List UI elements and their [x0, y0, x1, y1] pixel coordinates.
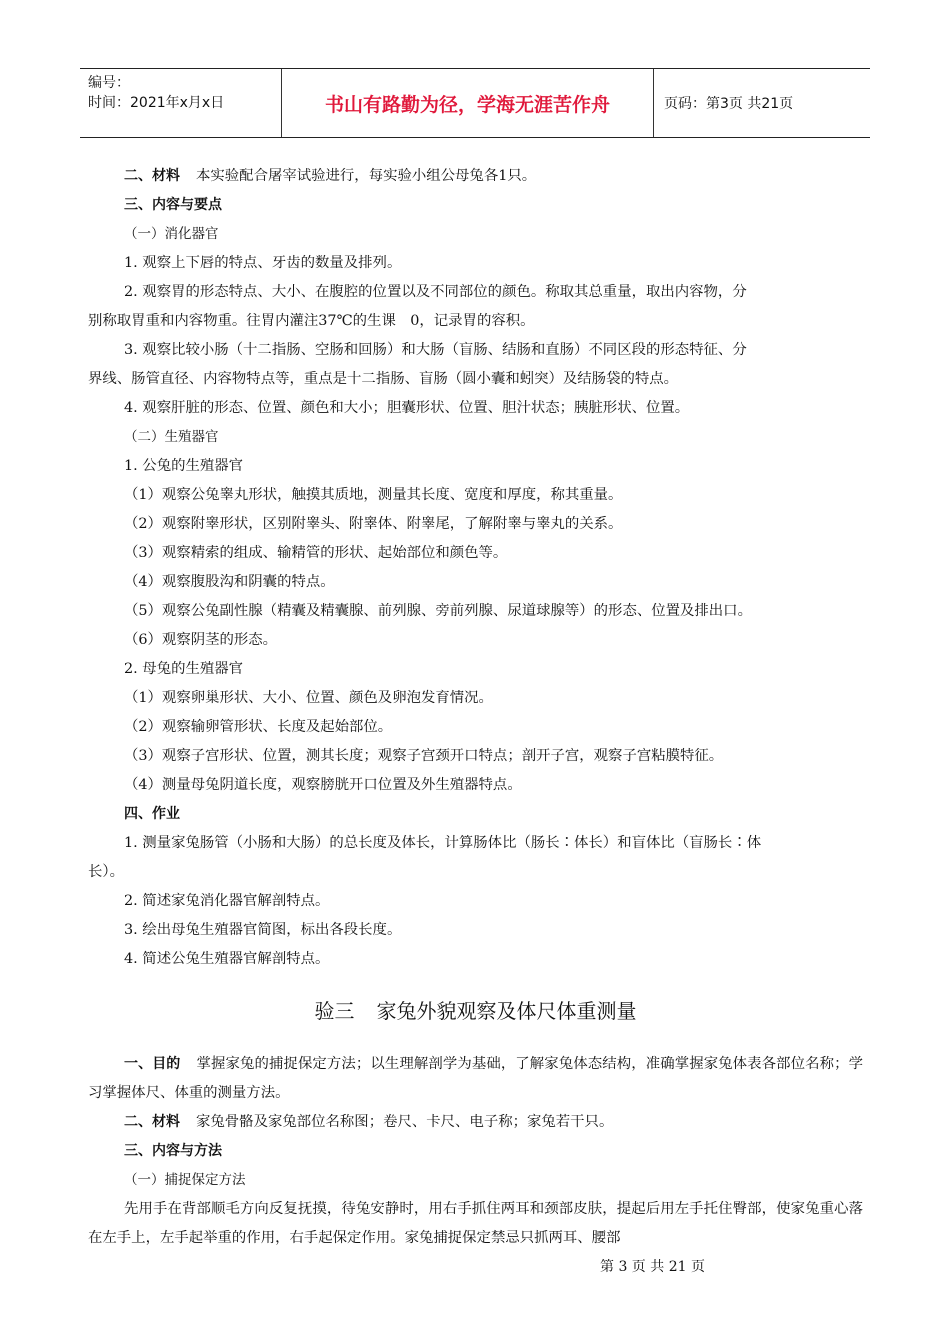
male-heading: 1. 公兔的生殖器官 [124, 458, 244, 474]
document-body [88, 162, 863, 1253]
header-motto: 书山有路勤为径，学海无涯苦作舟 [282, 69, 654, 137]
digestive-item-3-line-2: 界线、肠管直径、内容物特点等，重点是十二指肠、盲肠（圆小囊和蚓突）及结肠袋的特点。 [88, 371, 679, 387]
male-item-2: （2）观察附睾形状，区别附睾头、附睾体、附睾尾，了解附睾与睾丸的关系。 [124, 516, 623, 532]
digestive-item-2-line-1: 2. 观察胃的形态特点、大小、在腹腔的位置以及不同部位的颜色。称取其总重量，取出内容物，分 [124, 284, 747, 300]
content-heading: 三、内容与要点 [124, 197, 222, 213]
homework-item-4: 4. 简述公兔生殖器官解剖特点。 [124, 951, 330, 967]
page-footer: 第 3 页 共 21 页 [600, 1259, 705, 1275]
materials-text: 本实验配合屠宰试验进行，每实验小组公母兔各1只。 [196, 168, 537, 184]
homework-item-1-line-1: 1. 测量家兔肠管（小肠和大肠）的总长度及体长，计算肠体比（肠长∶体长）和盲体比（盲肠长∶体 [124, 835, 762, 851]
materials-heading: 二、材料 [124, 168, 180, 184]
female-item-2: （2）观察输卵管形状、长度及起始部位。 [124, 719, 393, 735]
female-heading: 2. 母兔的生殖器官 [124, 661, 244, 677]
repro-heading: （二）生殖器官 [124, 429, 219, 445]
catch-heading: （一）捕捉保定方法 [124, 1172, 246, 1188]
exp-content-heading: 三、内容与方法 [124, 1143, 222, 1159]
materials-paragraph [88, 162, 863, 191]
male-item-5: （5）观察公兔副性腺（精囊及精囊腺、前列腺、旁前列腺、尿道球腺等）的形态、位置及排出口。 [124, 603, 752, 619]
digestive-heading: （一）消化器官 [124, 226, 219, 242]
time-label: 时间：2021年x月x日 [88, 95, 225, 111]
exp-materials-paragraph [88, 1108, 863, 1137]
female-item-3: （3）观察子宫形状、位置，测其长度；观察子宫颈开口特点；剖开子宫，观察子宫粘膜特征。 [124, 748, 724, 764]
homework-item-1-line-2: 长）。 [88, 864, 124, 880]
female-item-1: （1）观察卵巢形状、大小、位置、颜色及卵泡发育情况。 [124, 690, 493, 706]
experiment-number: 验三 [314, 999, 355, 1023]
male-item-4: （4）观察腹股沟和阴囊的特点。 [124, 574, 335, 590]
homework-item-3: 3. 绘出母兔生殖器官简图，标出各段长度。 [124, 922, 402, 938]
homework-item-2: 2. 简述家兔消化器官解剖特点。 [124, 893, 330, 909]
digestive-item-3-line-1: 3. 观察比较小肠（十二指肠、空肠和回肠）和大肠（盲肠、结肠和直肠）不同区段的形态特征、分 [124, 342, 747, 358]
digestive-item-1: 1. 观察上下唇的特点、牙齿的数量及排列。 [124, 255, 402, 271]
catch-text: 先用手在背部顺毛方向反复抚摸，待兔安静时，用右手抓住两耳和颈部皮肤，提起后用左手托住臀部，使家兔重心落在左手上，左手起举重的作用，右手起保定作用。家兔捕捉保定禁忌只抓两耳、腰部 [88, 1201, 863, 1246]
goal-paragraph [88, 1050, 863, 1108]
goal-heading: 一、目的 [124, 1056, 181, 1072]
experiment-name: 家兔外貌观察及体尺体重测量 [376, 999, 637, 1023]
header-page-code: 页码：第3页 共21页 [664, 96, 794, 112]
goal-text: 掌握家兔的捕捉保定方法；以生理解剖学为基础，了解家兔体态结构，准确掌握家兔体表各部位名称；学习掌握体尺、体重的测量方法。 [88, 1056, 863, 1101]
female-item-4: （4）测量母兔阴道长度，观察膀胱开口位置及外生殖器特点。 [124, 777, 522, 793]
digestive-item-2-line-2: 别称取胃重和内容物重。往胃内灌注37℃的生课 0，记录胃的容积。 [88, 313, 535, 329]
exp-materials-heading: 二、材料 [124, 1114, 180, 1130]
male-item-3: （3）观察精索的组成、输精管的形状、起始部位和颜色等。 [124, 545, 508, 561]
experiment-title [88, 996, 863, 1026]
header-meta [80, 69, 282, 137]
number-label: 编号： [88, 75, 130, 91]
exp-materials-text: 家兔骨骼及家兔部位名称图；卷尺、卡尺、电子称；家兔若干只。 [196, 1114, 614, 1130]
male-item-1: （1）观察公兔睾丸形状，触摸其质地，测量其长度、宽度和厚度，称其重量。 [124, 487, 623, 503]
male-item-6: （6）观察阴茎的形态。 [124, 632, 278, 648]
homework-heading: 四、作业 [124, 806, 180, 822]
digestive-item-4: 4. 观察肝脏的形态、位置、颜色和大小；胆囊形状、位置、胆汁状态；胰脏形状、位置。 [124, 400, 690, 416]
page-header [80, 68, 870, 138]
